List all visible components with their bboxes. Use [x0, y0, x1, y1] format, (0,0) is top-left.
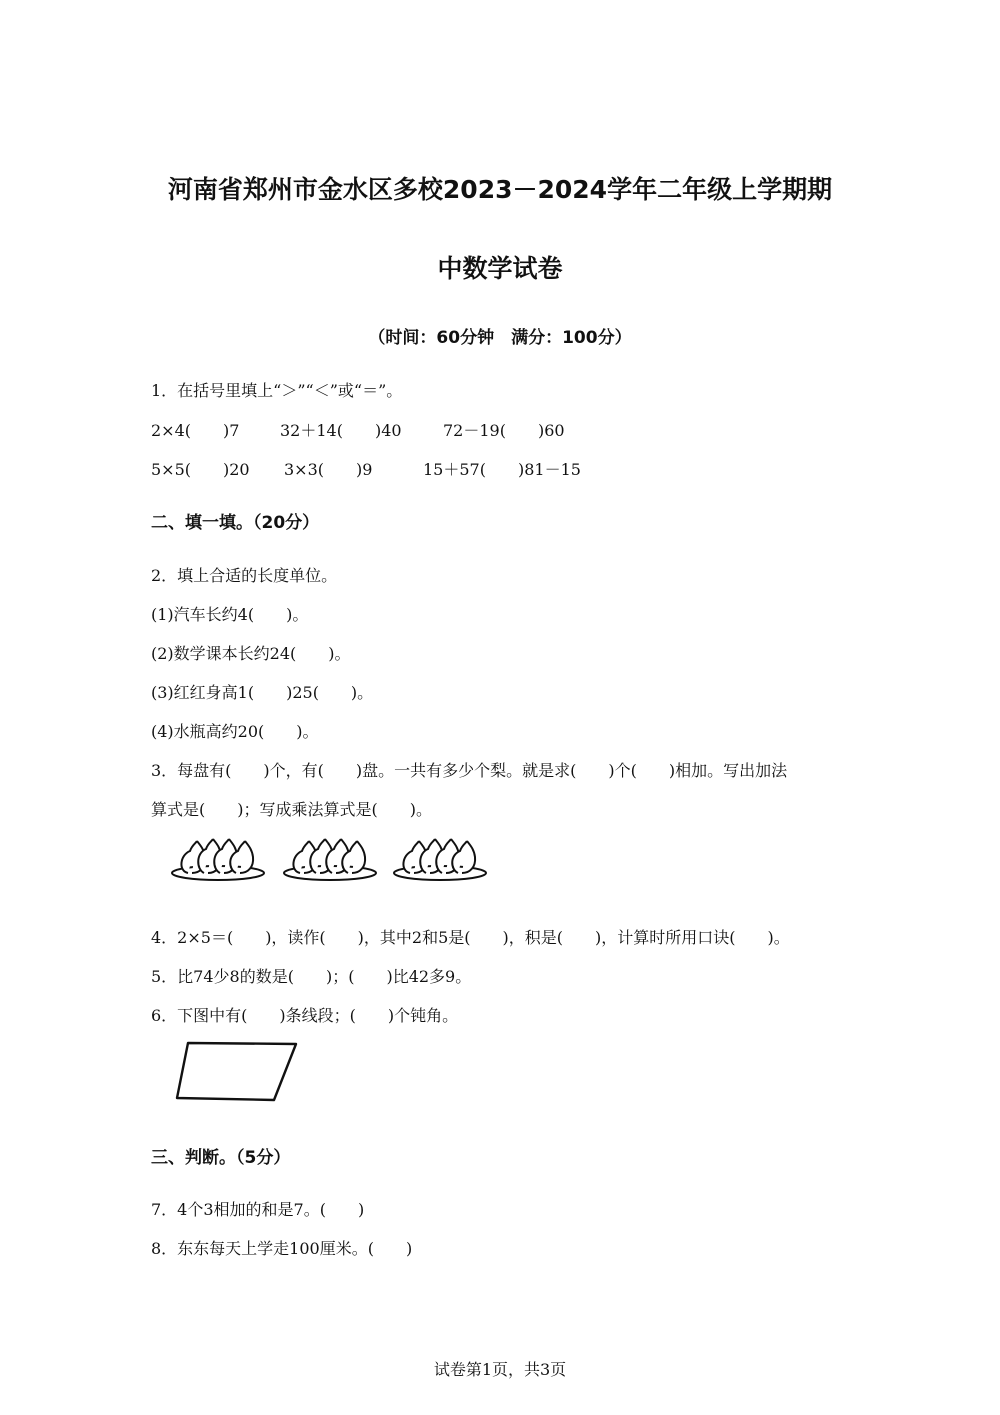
q2-item-4: (4)水瓶高约20( )。	[151, 722, 319, 741]
q1-row1-item1: 2×4( )7	[151, 421, 240, 440]
parallelogram-icon	[172, 1038, 302, 1104]
section-3-heading: 三、判断。（5分）	[151, 1148, 291, 1168]
q1-row1-item3: 72－19( )60	[443, 421, 565, 440]
q2-item-1: (1)汽车长约4( )。	[151, 605, 309, 624]
page-footer: 试卷第1页，共3页	[433, 1360, 567, 1379]
exam-title-line-2: 中数学试卷	[437, 254, 563, 283]
pear-plates-icon	[170, 833, 490, 885]
q5-text: 5．比74少8的数是( )；( )比42多9。	[151, 967, 472, 986]
q3-line-1: 3．每盘有( )个，有( )盘。一共有多少个梨。就是求( )个( )相加。写出加法	[151, 761, 788, 780]
q2-item-3: (3)红红身高1( )25( )。	[151, 683, 374, 702]
q2-stem: 2．填上合适的长度单位。	[151, 566, 338, 585]
q1-row1-item2: 32＋14( )40	[280, 421, 402, 440]
q6-stem: 6．下图中有( )条线段；( )个钝角。	[151, 1006, 459, 1025]
q3-line-2: 算式是( )；写成乘法算式是( )。	[151, 800, 432, 819]
q1-row2-item3: 15＋57( )81－15	[423, 460, 581, 479]
exam-title-line-1: 河南省郑州市金水区多校2023－2024学年二年级上学期期	[167, 175, 833, 204]
q7-text: 7．4个3相加的和是7。( )	[151, 1200, 365, 1219]
q1-row2-item1: 5×5( )20	[151, 460, 250, 479]
q4-text: 4．2×5＝( )，读作( )，其中2和5是( )，积是( )，计算时所用口诀( )。	[151, 928, 790, 947]
q1-stem: 1．在括号里填上“＞”“＜”或“＝”。	[151, 381, 403, 400]
section-2-heading: 二、填一填。（20分）	[151, 513, 320, 533]
q8-text: 8．东东每天上学走100厘米。( )	[151, 1239, 413, 1258]
exam-time-and-score: （时间：60分钟 满分：100分）	[368, 328, 632, 348]
q1-row2-item2: 3×3( )9	[284, 460, 373, 479]
q2-item-2: (2)数学课本长约24( )。	[151, 644, 351, 663]
